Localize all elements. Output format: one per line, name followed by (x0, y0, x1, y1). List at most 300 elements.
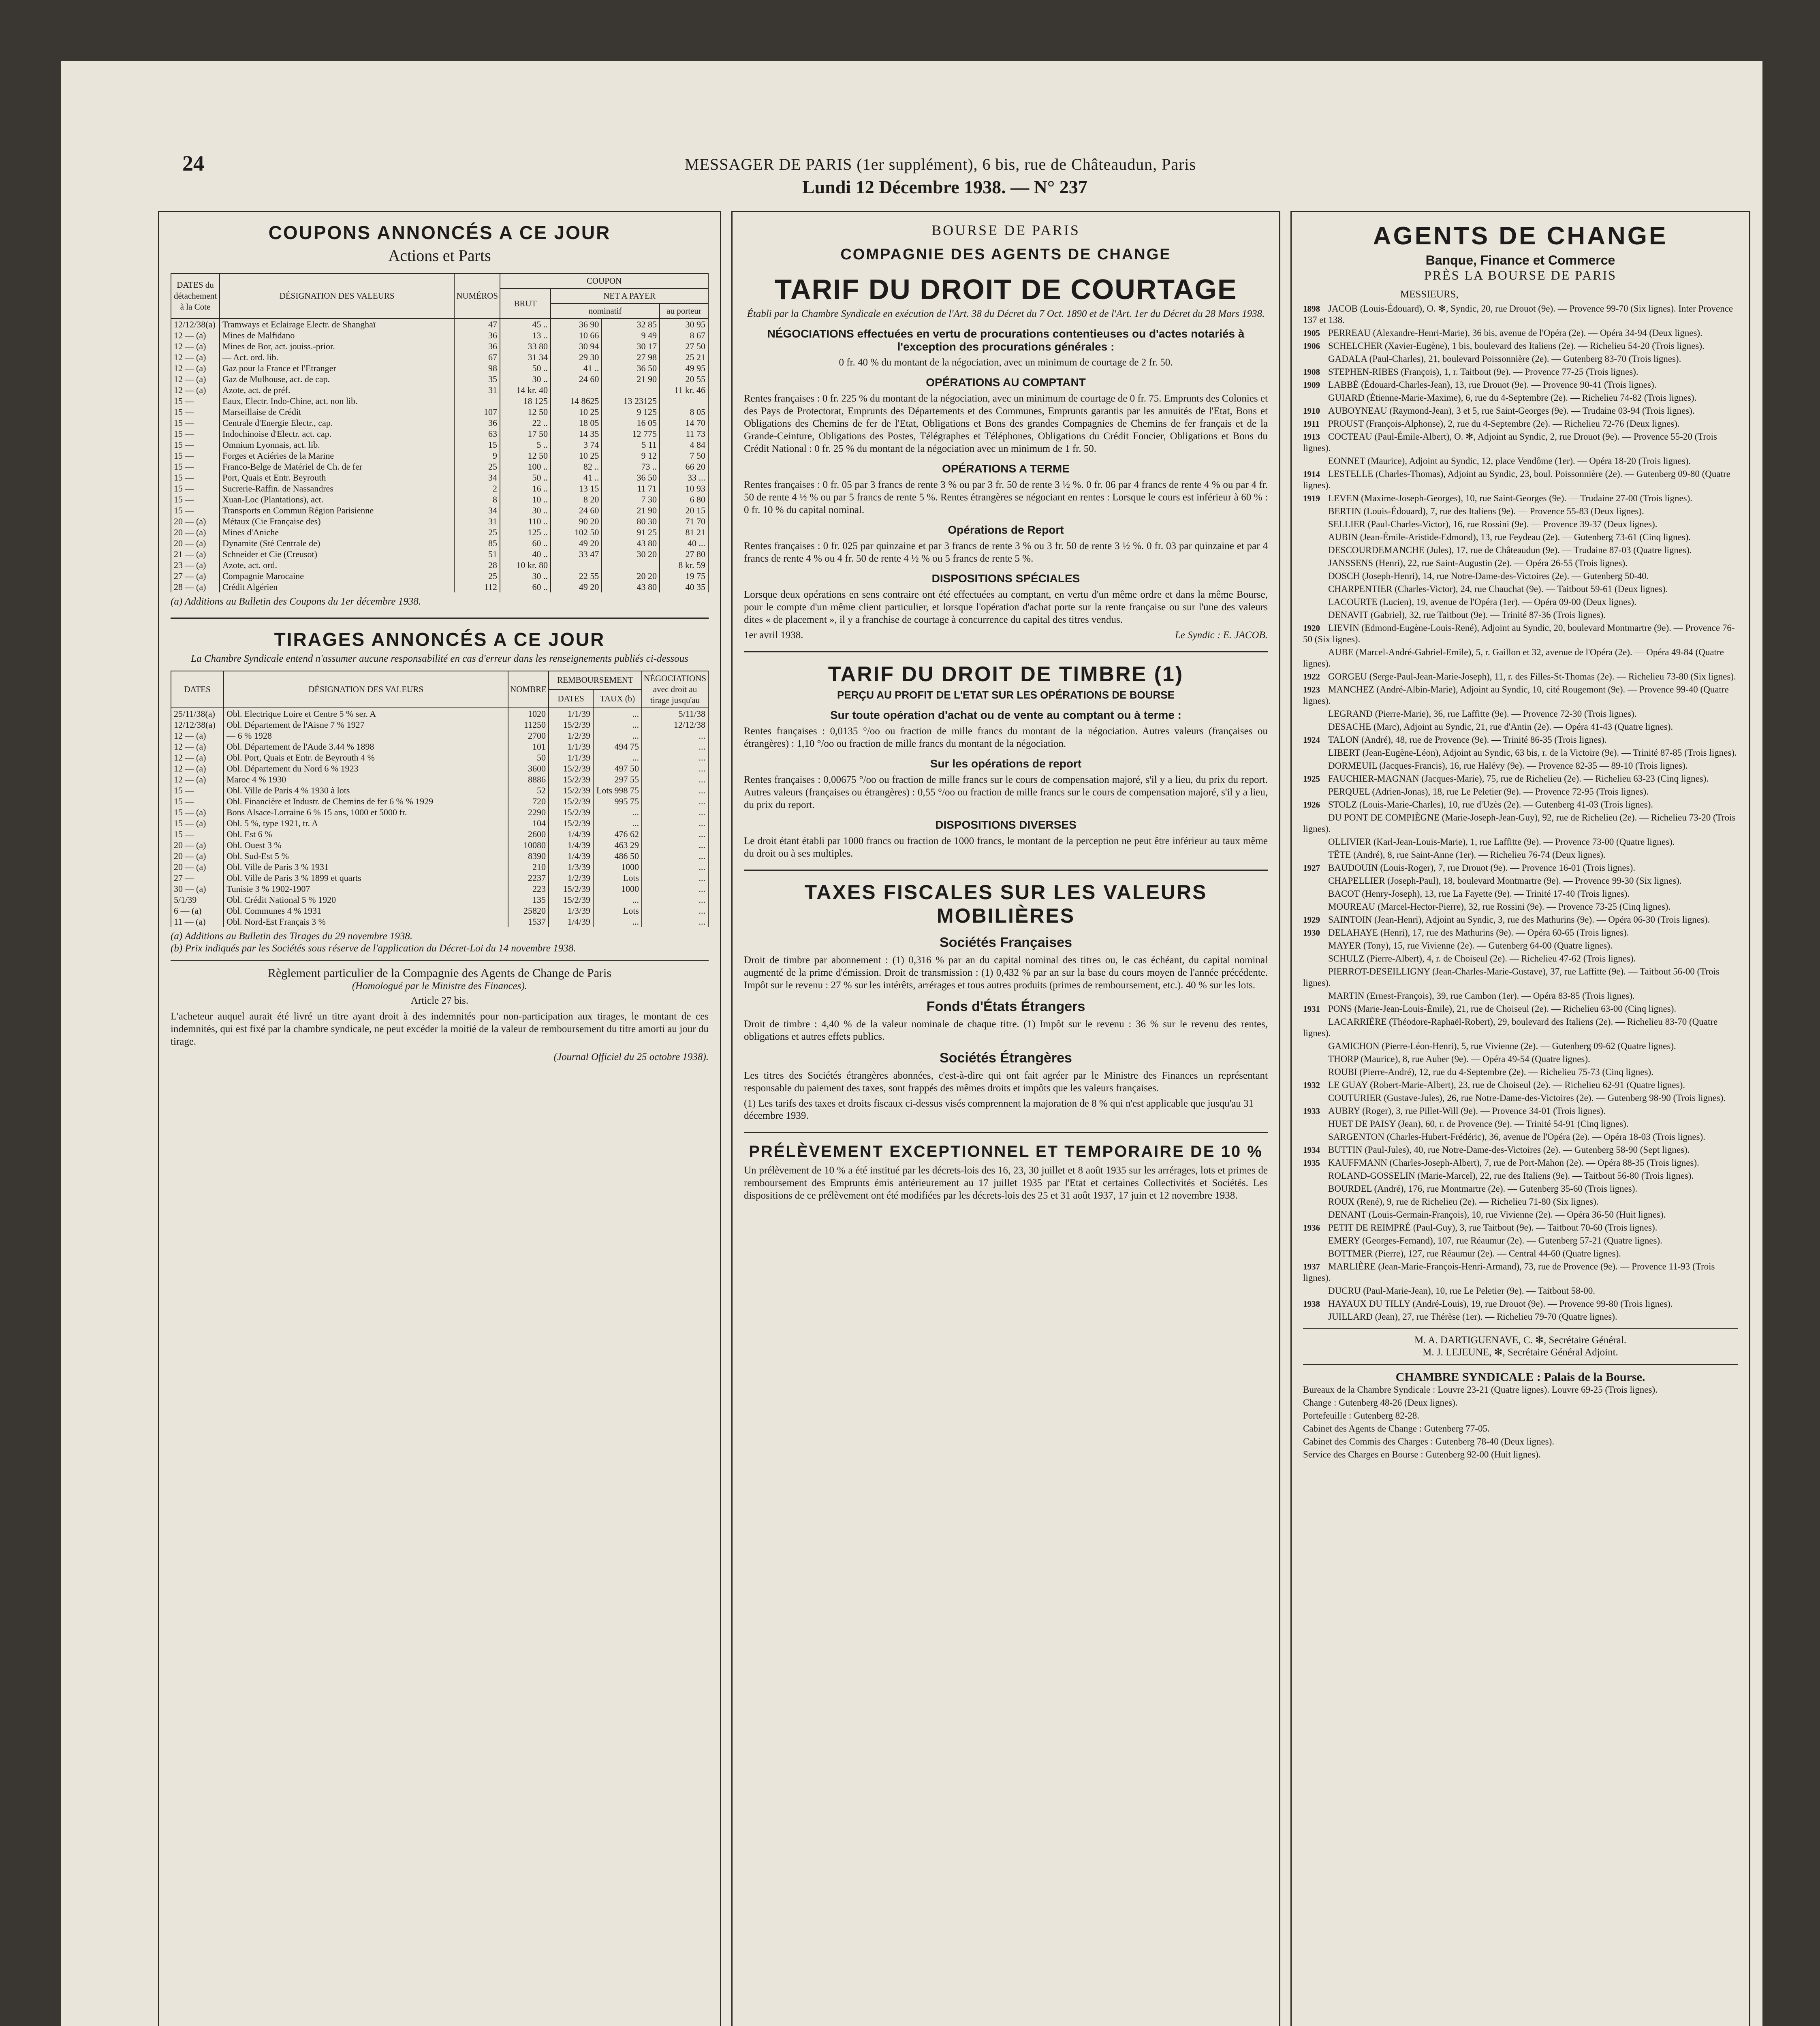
coupon-cell: 21 90 (602, 505, 660, 516)
se-text: Les titres des Sociétés étrangères abonnées, c'est-à-dire qui ont fait agréer par le Ministre des Finances un représentant responsable du paiement des taxes, sont frappés des mêmes droits et impôts que les valeurs françaises. (744, 1070, 1268, 1094)
agent-year: 1937 (1303, 1262, 1320, 1272)
agent-entry (1303, 1118, 1738, 1130)
col-porteur: au porteur (660, 303, 708, 318)
agent-text: LEGRAND (Pierre-Marie), 36, rue Laffitte (9e). — Provence 72-30 (Trois lignes). (1328, 709, 1637, 719)
coupons-table (171, 273, 709, 592)
coupon-cell: Indochinoise d'Electr. act. cap. (220, 428, 454, 439)
agent-text: STOLZ (Louis-Marie-Charles), 10, rue d'Uzès (2e). — Gutenberg 41-03 (Trois lignes). (1328, 799, 1653, 810)
tcol-designation: DÉSIGNATION DES VALEURS (224, 671, 508, 708)
coupon-cell: 30 .. (500, 374, 551, 385)
coupon-cell: 16 05 (602, 417, 660, 428)
coupon-row (171, 450, 708, 461)
agent-text: BOTTMER (Pierre), 127, rue Réaumur (2e). — Central 44-60 (Quatre lignes). (1328, 1248, 1621, 1259)
coupon-cell: 8 67 (660, 330, 708, 341)
tirage-row (171, 719, 708, 730)
agent-text: PONS (Marie-Jean-Louis-Émile), 21, rue de Choiseul (2e). — Richelieu 63-00 (Cinq lignes). (1328, 1004, 1677, 1014)
tirage-cell: 15/2/39 (549, 894, 593, 905)
coupon-cell: 20 — (a) (171, 538, 220, 549)
coupon-cell: 12 — (a) (171, 341, 220, 352)
agent-text: ROUX (René), 9, rue de Richelieu (2e). — Richelieu 71-80 (Six lignes). (1328, 1197, 1599, 1207)
coupon-cell: 47 (454, 318, 500, 330)
coupon-cell: 40 ... (660, 538, 708, 549)
coupon-cell: 5 11 (602, 439, 660, 450)
tirage-row (171, 730, 708, 741)
tirage-row (171, 807, 708, 818)
agent-year: 1905 (1303, 328, 1320, 338)
coupon-cell: 22 .. (500, 417, 551, 428)
coupon-row (171, 385, 708, 395)
coupons-subtitle: Actions et Parts (388, 246, 491, 265)
coupon-cell: 27 98 (602, 352, 660, 363)
coupon-cell: 22 55 (551, 571, 602, 581)
coupon-cell: 71 70 (660, 516, 708, 527)
diverses-title: DISPOSITIONS DIVERSES (935, 819, 1077, 831)
agent-entry (1303, 708, 1738, 720)
timbre-report-text: Rentes françaises : 0,00675 °/oo ou fraction de mille francs sur le cours de compensation majoré, s'il y a lieu, du prix du report. Autres valeurs (françaises ou étrangères) : 0,55 °/oo ou fraction de mille francs sur le cours de compensation majoré, s'il y a lieu, du prix du report. (744, 774, 1268, 810)
tirage-cell: 15/2/39 (549, 763, 593, 774)
coupon-cell: 24 60 (551, 505, 602, 516)
coupon-cell: 8 20 (551, 494, 602, 505)
tirage-cell: Obl. Est 6 % (224, 829, 508, 840)
coupon-row (171, 318, 708, 330)
coupon-cell: Eaux, Electr. Indo-Chine, act. non lib. (220, 395, 454, 406)
taxes-note: (1) Les tarifs des taxes et droits fiscaux ci-dessus visés comprennent la majoration de 8 % qui n'est applicable que jusqu'au 31 décembre 1939. (744, 1098, 1254, 1121)
tirage-row (171, 851, 708, 861)
agent-entry (1303, 1196, 1738, 1207)
tirage-cell: 8390 (508, 851, 549, 861)
tirage-cell: Maroc 4 % 1930 (224, 774, 508, 785)
tirage-cell: ... (642, 829, 708, 840)
tirage-cell: 1/4/39 (549, 829, 593, 840)
agent-entry (1303, 1079, 1738, 1091)
agent-text: FAUCHIER-MAGNAN (Jacques-Marie), 75, rue de Richelieu (2e). — Richelieu 63-23 (Cinq lignes). (1328, 774, 1709, 784)
tirage-cell: 15 — (a) (171, 807, 224, 818)
agent-text: KAUFFMANN (Charles-Joseph-Albert), 7, rue de Port-Mahon (2e). — Opéra 88-35 (Trois lignes). (1328, 1158, 1699, 1168)
timbre-report-title: Sur les opérations de report (930, 757, 1082, 770)
tirage-cell: 2600 (508, 829, 549, 840)
agent-year: 1908 (1303, 367, 1320, 377)
coupon-cell: 12 — (a) (171, 330, 220, 341)
coupon-cell: Azote, act. ord. (220, 560, 454, 571)
tirage-row (171, 829, 708, 840)
tirage-cell: 1000 (593, 883, 642, 894)
tcol-negociations: NÉGOCIATIONS avec droit au tirage jusqu'au (642, 671, 708, 708)
agent-text: JACOB (Louis-Édouard), O. ✻, Syndic, 20, rue Drouot (9e). — Provence 99-70 (Six lignes). Inter Provence 137 et 138. (1303, 303, 1733, 325)
tirage-cell: 135 (508, 894, 549, 905)
coupon-cell: 31 34 (500, 352, 551, 363)
agent-year: 1913 (1303, 432, 1320, 442)
coupon-cell (660, 395, 708, 406)
agent-year: 1926 (1303, 800, 1320, 810)
coupon-cell: 15 — (171, 483, 220, 494)
coupon-cell: 8 (454, 494, 500, 505)
fe-text: Droit de timbre : 4,40 % de la valeur nominale de chaque titre. (1) Impôt sur le revenu : 36 % sur le revenu des rentes, obligations et autres effets publics. (744, 1019, 1268, 1042)
coupon-cell: 91 25 (602, 527, 660, 538)
coupon-cell (454, 395, 500, 406)
tirage-cell: 15/2/39 (549, 719, 593, 730)
coupon-cell: 20 15 (660, 505, 708, 516)
coupon-cell: 80 30 (602, 516, 660, 527)
coupon-row (171, 581, 708, 592)
agent-text: HAYAUX DU TILLY (André-Louis), 19, rue Drouot (9e). — Provence 99-80 (Trois lignes). (1328, 1299, 1673, 1309)
agent-text: EMERY (Georges-Fernand), 107, rue Réaumur (2e). — Gutenberg 57-21 (Quatre lignes). (1328, 1235, 1662, 1246)
coupon-cell: 35 (454, 374, 500, 385)
coupon-cell: 49 20 (551, 581, 602, 592)
agent-entry (1303, 1209, 1738, 1220)
agent-text: AUBOYNEAU (Raymond-Jean), 3 et 5, rue Saint-Georges (9e). — Trudaine 03-94 (Trois lignes). (1328, 406, 1695, 416)
coupon-row (171, 406, 708, 417)
coupon-cell: 12 50 (500, 450, 551, 461)
agent-text: GAMICHON (Pierre-Léon-Henri), 5, rue Vivienne (2e). — Gutenberg 09-62 (Quatre lignes). (1328, 1041, 1676, 1051)
tirage-cell: 1000 (593, 861, 642, 872)
agent-entry (1303, 418, 1738, 430)
tcol-remboursement: REMBOURSEMENT (549, 671, 642, 690)
coupon-cell: Azote, act. de préf. (220, 385, 454, 395)
agent-entry (1303, 1157, 1738, 1169)
tirage-cell: 15 — (a) (171, 818, 224, 829)
agent-text: LEVEN (Maxime-Joseph-Georges), 10, rue Saint-Georges (9e). — Trudaine 27-00 (Trois lignes). (1328, 493, 1692, 503)
coupon-cell: 6 80 (660, 494, 708, 505)
tirage-cell: 12 — (a) (171, 752, 224, 763)
tirage-cell: ... (642, 774, 708, 785)
tirage-cell: Obl. Ville de Paris 4 % 1930 à lots (224, 785, 508, 796)
coupon-cell: Port, Quais et Entr. Beyrouth (220, 472, 454, 483)
coupon-cell: 16 .. (500, 483, 551, 494)
tirage-cell: ... (642, 916, 708, 927)
agent-entry (1303, 392, 1738, 404)
coupon-cell: 31 (454, 385, 500, 395)
agent-entry (1303, 1285, 1738, 1297)
tirage-cell: ... (642, 741, 708, 752)
agent-text: CHAPELLIER (Joseph-Paul), 18, boulevard Montmartre (9e). — Provence 99-30 (Six lignes). (1328, 876, 1682, 886)
agent-entry (1303, 366, 1738, 378)
speciales-title: DISPOSITIONS SPÉCIALES (931, 572, 1080, 585)
agent-text: BOURDEL (André), 176, rue Montmartre (2e). — Gutenberg 35-60 (Trois lignes). (1328, 1184, 1638, 1194)
agent-entry (1303, 812, 1738, 835)
agent-text: ROUBI (Pierre-André), 12, rue du 4-Septembre (2e). — Richelieu 75-73 (Cinq lignes). (1328, 1067, 1653, 1077)
comptant-text: Rentes françaises : 0 fr. 225 % du montant de la négociation, avec un minimum de courtage de 0 fr. 75. Emprunts des Colonies et des Pays de Protectorat, Emprunts des Départements et des Communes, Emprunts garantis par les annuités de l'Etat, Bons et Obligations des Chemins de fer de l'Etat, Obligations et Bons des grandes Compagnies de Chemins de fer français et de la Grande-Ceinture, Obligations des Postes, Télégraphes et Téléphones, Obligations du Crédit Foncier, Obligations et Bons du Crédit National : 0 fr. 25 % du montant de la négociation avec un minimum de 1 fr. 50. (744, 393, 1268, 454)
tirages-footnote-b: (b) Prix indiqués par les Sociétés sous réserve de l'application du Décret-Loi du 14 novembre 1938. (171, 943, 576, 954)
secretary-adjoint: M. J. LEJEUNE, ✻, Secrétaire Général Adjoint. (1423, 1347, 1618, 1358)
tirage-cell: 101 (508, 741, 549, 752)
coupon-row (171, 374, 708, 385)
tirages-subtitle: La Chambre Syndicale entend n'assumer aucune responsabilité en cas d'erreur dans les renseignements publiés ci-dessous (191, 653, 688, 664)
coupon-cell: Gaz de Mulhouse, act. de cap. (220, 374, 454, 385)
coupon-cell: 32 85 (602, 318, 660, 330)
tirage-row (171, 883, 708, 894)
coupon-cell: 8 05 (660, 406, 708, 417)
coupon-cell: 27 50 (660, 341, 708, 352)
negociations-heading: NÉGOCIATIONS effectuées en vertu de procurations contentieuses ou d'actes notariés à l'exception des procurations générales : (767, 327, 1245, 353)
tirage-cell: 2700 (508, 730, 549, 741)
coupon-cell: Forges et Aciéries de la Marine (220, 450, 454, 461)
tirage-cell: 1/1/39 (549, 708, 593, 719)
agent-entry (1303, 647, 1738, 669)
coupon-cell: 30 .. (500, 505, 551, 516)
coupon-cell: 9 (454, 450, 500, 461)
agent-text: SAINTOIN (Jean-Henri), Adjoint au Syndic, 3, rue des Mathurins (9e). — Opéra 06-30 (Trois lignes). (1328, 915, 1710, 925)
col-designation: DÉSIGNATION DES VALEURS (220, 274, 454, 318)
tirages-table (171, 671, 709, 927)
coupon-cell: 50 .. (500, 363, 551, 374)
tirage-row (171, 894, 708, 905)
tirage-row (171, 872, 708, 883)
tirage-cell: Bons Alsace-Lorraine 6 % 15 ans, 1000 et 5000 fr. (224, 807, 508, 818)
agent-text: LACOURTE (Lucien), 19, avenue de l'Opéra (1er). — Opéra 09-00 (Deux lignes). (1328, 597, 1636, 607)
agent-text: DESCOURDEMANCHE (Jules), 17, rue de Châteaudun (9e). — Trudaine 87-03 (Quatre lignes). (1328, 545, 1692, 555)
coupon-cell: 36 (454, 417, 500, 428)
agent-entry (1303, 1054, 1738, 1065)
coupon-cell: 15 — (171, 450, 220, 461)
coupon-cell: 20 55 (660, 374, 708, 385)
coupon-cell: 15 — (171, 428, 220, 439)
coupon-cell: 15 — (171, 461, 220, 472)
agent-entry (1303, 1183, 1738, 1195)
coupon-cell: 85 (454, 538, 500, 549)
agent-text: DU PONT DE COMPIÈGNE (Marie-Joseph-Jean-Guy), 92, rue de Richelieu (2e). — Richelieu 73-20 (Trois lignes). (1303, 812, 1736, 834)
agent-text: LIBERT (Jean-Eugène-Léon), Adjoint au Syndic, 63 bis, r. de la Victoire (9e). — Trinité 87-85 (Trois lignes). (1328, 748, 1737, 758)
coupon-cell: 49 20 (551, 538, 602, 549)
tirage-cell: Obl. Crédit National 5 % 1920 (224, 894, 508, 905)
tirage-cell: 476 62 (593, 829, 642, 840)
coupon-cell: 34 (454, 505, 500, 516)
coupon-cell: — Act. ord. lib. (220, 352, 454, 363)
agent-entry (1303, 1144, 1738, 1156)
coupon-cell: 98 (454, 363, 500, 374)
coupon-row (171, 494, 708, 505)
tirage-cell: 1/4/39 (549, 840, 593, 851)
agent-text: MARLIÈRE (Jean-Marie-François-Henri-Armand), 73, rue de Provence (9e). — Provence 11-93 (Trois lignes). (1303, 1261, 1715, 1283)
tirage-cell: 6 — (a) (171, 905, 224, 916)
col-net: NET A PAYER (551, 289, 708, 303)
agent-text: STEPHEN-RIBES (François), 1, r. Taitbout (9e). — Provence 77-25 (Trois lignes). (1328, 367, 1638, 377)
coupon-cell: 25 21 (660, 352, 708, 363)
tirage-cell: 15/2/39 (549, 818, 593, 829)
chambre-line-3: Portefeuille : Gutenberg 82-28. (1303, 1411, 1420, 1421)
coupon-row (171, 527, 708, 538)
coupon-row (171, 461, 708, 472)
tirage-cell: 12/12/38(a) (171, 719, 224, 730)
agent-text: LE GUAY (Robert-Marie-Albert), 23, rue de Choiseul (2e). — Richelieu 62-91 (Quatre lignes). (1328, 1080, 1685, 1090)
agent-year: 1898 (1303, 304, 1320, 314)
coupon-cell: 10 66 (551, 330, 602, 341)
tirage-cell: 50 (508, 752, 549, 763)
agent-entry (1303, 1092, 1738, 1104)
coupon-cell: 7 50 (660, 450, 708, 461)
agent-year: 1931 (1303, 1004, 1320, 1014)
coupon-row (171, 516, 708, 527)
tirage-cell: 210 (508, 861, 549, 872)
agent-text: BUTTIN (Paul-Jules), 40, rue Notre-Dame-des-Victoires (2e). — Gutenberg 58-90 (Sept lignes). (1328, 1145, 1690, 1155)
tirage-cell: ... (642, 763, 708, 774)
coupon-cell: Mines d'Aniche (220, 527, 454, 538)
coupon-cell: Compagnie Marocaine (220, 571, 454, 581)
coupon-cell: 29 30 (551, 352, 602, 363)
tirages-title: TIRAGES ANNONCÉS A CE JOUR (274, 629, 605, 650)
tirage-cell: 20 — (a) (171, 851, 224, 861)
tirage-cell: 297 55 (593, 774, 642, 785)
coupon-cell: 36 (454, 341, 500, 352)
chambre-line-4: Cabinet des Agents de Change : Gutenberg 77-05. (1303, 1423, 1490, 1434)
agent-year: 1927 (1303, 863, 1320, 873)
agent-entry (1303, 532, 1738, 543)
coupon-cell: 12 — (a) (171, 352, 220, 363)
tirage-cell: ... (642, 796, 708, 807)
agent-text: LACARRIÈRE (Théodore-Raphaël-Robert), 29, boulevard des Italiens (2e). — Richelieu 83-70 (Quatre lignes). (1303, 1017, 1718, 1038)
coupon-cell: 41 .. (551, 472, 602, 483)
coupon-row (171, 538, 708, 549)
tirage-cell: 5/1/39 (171, 894, 224, 905)
tirage-cell: 15 — (171, 785, 224, 796)
coupon-cell: Métaux (Cie Française des) (220, 516, 454, 527)
agent-text: CHARPENTIER (Charles-Victor), 24, rue Chauchat (9e). — Taitbout 59-61 (Deux lignes). (1328, 584, 1668, 594)
coupon-cell: 15 — (171, 505, 220, 516)
coupon-cell: 36 50 (602, 363, 660, 374)
agent-text: JANSSENS (Henri), 22, rue Saint-Augustin (2e). — Opéra 26-55 (Trois lignes). (1328, 558, 1628, 568)
tirage-cell: 1/4/39 (549, 851, 593, 861)
coupon-cell: 90 20 (551, 516, 602, 527)
tirage-cell: Obl. Ville de Paris 3 % 1899 et quarts (224, 872, 508, 883)
tcol-dates: DATES (171, 671, 224, 708)
coupon-cell: 15 — (171, 439, 220, 450)
coupon-cell: 66 20 (660, 461, 708, 472)
coupon-cell: 31 (454, 516, 500, 527)
tirage-cell: 12/12/38 (642, 719, 708, 730)
chambre-line-2: Change : Gutenberg 48-26 (Deux lignes). (1303, 1398, 1458, 1408)
agent-text: OLLIVIER (Karl-Jean-Louis-Marie), 1, rue Laffitte (9e). — Provence 73-00 (Quatre lignes). (1328, 837, 1675, 847)
tirage-cell: Lots (593, 872, 642, 883)
tirage-cell: 10080 (508, 840, 549, 851)
tirage-cell: Obl. Ouest 3 % (224, 840, 508, 851)
coupon-cell: 40 .. (500, 549, 551, 560)
tirage-cell: Obl. 5 %, type 1921, tr. A (224, 818, 508, 829)
tirage-cell: ... (642, 883, 708, 894)
agent-entry (1303, 940, 1738, 951)
agent-entry (1303, 990, 1738, 1002)
tirage-cell: 486 50 (593, 851, 642, 861)
agent-entry (1303, 721, 1738, 733)
coupon-row (171, 363, 708, 374)
coupon-cell: 3 74 (551, 439, 602, 450)
agent-entry (1303, 571, 1738, 582)
coupon-row (171, 472, 708, 483)
coupon-row (171, 428, 708, 439)
coupon-cell: 36 (454, 330, 500, 341)
tirage-cell: 494 75 (593, 741, 642, 752)
report-title: Opérations de Report (948, 524, 1064, 536)
agent-text: COUTURIER (Gustave-Jules), 26, rue Notre-Dame-des-Victoires (2e). — Gutenberg 98-90 (Trois lignes). (1328, 1093, 1726, 1103)
coupon-cell: 25 (454, 571, 500, 581)
tirage-cell: 463 29 (593, 840, 642, 851)
tirage-cell: 1537 (508, 916, 549, 927)
coupon-cell: 15 — (171, 472, 220, 483)
agent-year: 1919 (1303, 494, 1320, 503)
agent-text: BERTIN (Louis-Édouard), 7, rue des Italiens (9e). — Provence 55-83 (Deux lignes). (1328, 506, 1644, 516)
coupon-cell: 13 .. (500, 330, 551, 341)
agent-entry (1303, 760, 1738, 772)
coupon-cell (602, 560, 660, 571)
coupon-cell: 67 (454, 352, 500, 363)
coupon-cell: 30 .. (500, 571, 551, 581)
agent-entry (1303, 1105, 1738, 1117)
agent-text: PETIT DE REIMPRÉ (Paul-Guy), 3, rue Taitbout (9e). — Taitbout 70-60 (Trois lignes). (1328, 1222, 1658, 1233)
timbre-heading: Sur toute opération d'achat ou de vente au comptant ou à terme : (830, 709, 1181, 721)
coupon-cell: 28 — (a) (171, 581, 220, 592)
coupon-cell: 11 kr. 46 (660, 385, 708, 395)
coupon-cell: 18 125 (500, 395, 551, 406)
tirage-cell: Lots 998 75 (593, 785, 642, 796)
coupon-cell: 10 25 (551, 450, 602, 461)
coupon-cell: 30 95 (660, 318, 708, 330)
tirage-cell: Obl. Département de l'Aude 3.44 % 1898 (224, 741, 508, 752)
agent-entry (1303, 773, 1738, 784)
coupon-cell: 14 35 (551, 428, 602, 439)
agents-subtitle2: PRÈS LA BOURSE DE PARIS (1424, 268, 1617, 282)
coupon-cell: Franco-Belge de Matériel de Ch. de fer (220, 461, 454, 472)
coupon-cell: 7 30 (602, 494, 660, 505)
prelevement-text: Un prélèvement de 10 % a été institué par les décrets-lois des 16, 23, 30 juillet et 8 août 1935 sur les arrérages, lots et primes de remboursement des Emprunts émis antérieurement au 17 juillet 1935 par l'Etat et certaines Collectivités et Sociétés. Les dispositions de ce prélèvement ont été modifiées par les décrets-lois des 25 et 31 août 1937, 17 juin et 12 novembre 1938. (744, 1165, 1268, 1201)
tirage-cell: 1/2/39 (549, 872, 593, 883)
tirage-row (171, 785, 708, 796)
tirage-cell: 11 — (a) (171, 916, 224, 927)
agent-entry (1303, 431, 1738, 454)
agent-text: SARGENTON (Charles-Hubert-Frédéric), 36, avenue de l'Opéra (2e). — Opéra 18-03 (Trois lignes). (1328, 1132, 1705, 1142)
tirage-cell: ... (593, 752, 642, 763)
agent-text: DENAVIT (Gabriel), 32, rue Taitbout (9e). — Trinité 87-36 (Trois lignes). (1328, 610, 1606, 620)
tirage-cell: Obl. Nord-Est Français 3 % (224, 916, 508, 927)
agent-text: DELAHAYE (Henri), 17, rue des Mathurins (9e). — Opéra 60-65 (Trois lignes). (1328, 928, 1629, 938)
coupon-cell: 50 .. (500, 472, 551, 483)
coupon-cell: 15 — (171, 406, 220, 417)
tirage-cell: Obl. Port, Quais et Entr. de Beyrouth 4 % (224, 752, 508, 763)
coupon-cell: Transports en Commun Région Parisienne (220, 505, 454, 516)
tirage-cell: 1/2/39 (549, 730, 593, 741)
col-coupon: COUPON (500, 274, 708, 289)
agent-text: PROUST (François-Alphonse), 2, rue du 4-Septembre (2e). — Richelieu 72-76 (Deux lignes). (1328, 419, 1680, 429)
coupon-cell: 43 80 (602, 538, 660, 549)
reglement-source: (Journal Officiel du 25 octobre 1938). (553, 1051, 709, 1062)
tirage-cell: 52 (508, 785, 549, 796)
tirage-cell: ... (642, 894, 708, 905)
coupon-cell: Mines de Malfidano (220, 330, 454, 341)
coupon-cell: 10 25 (551, 406, 602, 417)
coupon-cell: 10 kr. 80 (500, 560, 551, 571)
coupon-cell: 33 47 (551, 549, 602, 560)
coupon-cell: 45 .. (500, 318, 551, 330)
agent-entry (1303, 1041, 1738, 1052)
tirage-cell: ... (593, 916, 642, 927)
tirage-cell: Lots (593, 905, 642, 916)
col-brut: BRUT (500, 289, 551, 318)
speciales-text: Lorsque deux opérations en sens contraire ont été effectuées au comptant, en vertu d'un même ordre et dans la même Bourse, pour le compte d'un même client particulier, et lorsque l'opération d'achat porte sur la rente française ou sur l'une des valeurs dites « de placement », il y a franchise de courtage à concurrence du capital des titres vendus. (744, 589, 1268, 625)
coupon-row (171, 505, 708, 516)
agent-entry (1303, 1016, 1738, 1039)
tirage-cell: 995 75 (593, 796, 642, 807)
tirage-cell: ... (593, 894, 642, 905)
reglement-article: Article 27 bis. (410, 995, 469, 1006)
tirage-cell: ... (642, 818, 708, 829)
coupon-cell: Xuan-Loc (Plantations), act. (220, 494, 454, 505)
agent-text: JUILLARD (Jean), 27, rue Thérèse (1er). — Richelieu 79-70 (Quatre lignes). (1328, 1312, 1617, 1322)
coupon-cell: Mines de Bor, act. jouiss.-prior. (220, 341, 454, 352)
terme-title: OPÉRATIONS A TERME (942, 462, 1070, 475)
agent-entry (1303, 379, 1738, 391)
agent-entry (1303, 862, 1738, 874)
coupon-cell: 23 — (a) (171, 560, 220, 571)
tirage-row (171, 916, 708, 927)
tirage-cell: Tunisie 3 % 1902-1907 (224, 883, 508, 894)
tirage-cell: 1/1/39 (549, 752, 593, 763)
